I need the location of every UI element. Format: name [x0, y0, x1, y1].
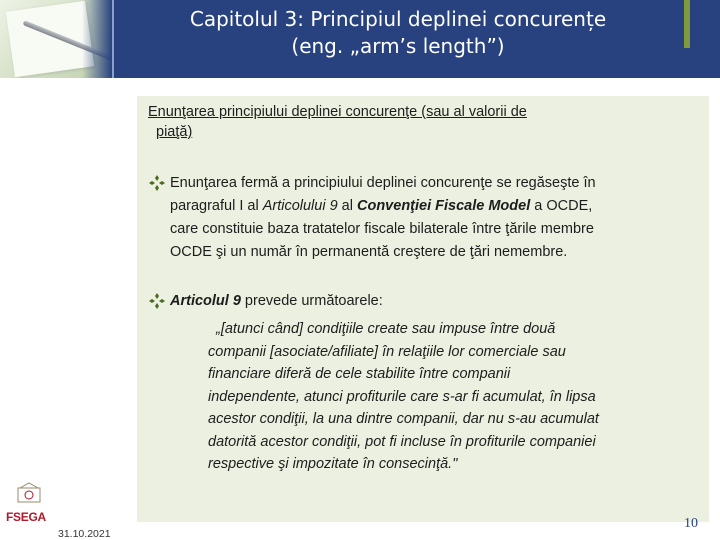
logo-text: FSEGA [6, 510, 46, 524]
quote-line: acestor condiţii, la una dintre companii, dar nu s-au acumulat [208, 411, 599, 427]
fsega-logo [6, 482, 54, 532]
bullet-1-line-1: Enunţarea fermă a principiului deplinei concurenţe se regăseşte în [170, 175, 596, 191]
quote-line: respective şi impozitate în consecinţă." [208, 456, 458, 472]
diamond-bullet-icon [148, 174, 166, 192]
bullet-1-line-2-a: paragraful I al [170, 198, 263, 214]
heading-line-2: piaţă) [156, 124, 193, 140]
pen-on-paper-photo [0, 0, 112, 78]
article-9-label: Articolul 9 [170, 293, 241, 309]
slide-date: 31.10.2021 [58, 528, 111, 540]
quote-line: companii [asociate/afiliate] în relaţiile lor comerciale sau [208, 343, 566, 360]
seal-icon [14, 482, 44, 504]
quote-line: „[atunci când] condiţiile create sau impuse între două [216, 321, 556, 337]
bullet-2-rest: prevede următoarele: [240, 293, 383, 309]
bullet-1-line-2-c: al [337, 198, 357, 214]
slide-header [0, 0, 720, 78]
quote-line: independente, atunci profiturile care s-ar fi acumulat, în lipsa [208, 388, 596, 405]
header-divider [112, 0, 114, 78]
quote-line: financiare diferă de cele stabilite între companii [208, 366, 511, 382]
bullet-1-line-2 [170, 195, 700, 218]
bullet-1-line-2-e: a OCDE, [530, 198, 593, 214]
article-9-quote [208, 318, 700, 476]
quote-line: datorită acestor condiţii, pot fi incluse în profiturile companiei [208, 433, 596, 450]
bullet-1-line-3: care constituie baza tratatelor fiscale bilaterale între ţările membre [170, 221, 594, 237]
title-line-2: (eng. „arm’s length”) [291, 34, 505, 58]
heading-line-1: Enunţarea principiului deplinei concurenţe (sau al valorii de [148, 104, 527, 120]
section-heading [148, 102, 698, 142]
accent-bar [684, 0, 690, 48]
article-9-ref: Articolului 9 [262, 198, 338, 214]
title-line-1: Capitolul 3: Principiul deplinei concurențe [189, 7, 607, 31]
bullet-1-line-4: OCDE şi un număr în permanentă creştere de ţări nemembre. [170, 244, 568, 260]
bullet-2-text [170, 290, 700, 313]
page-number: 10 [684, 516, 698, 531]
model-convention-ref: Convenţiei Fiscale Model [357, 198, 531, 214]
diamond-bullet-icon [148, 292, 166, 310]
bullet-1-text [170, 172, 700, 264]
slide-title [116, 6, 680, 60]
